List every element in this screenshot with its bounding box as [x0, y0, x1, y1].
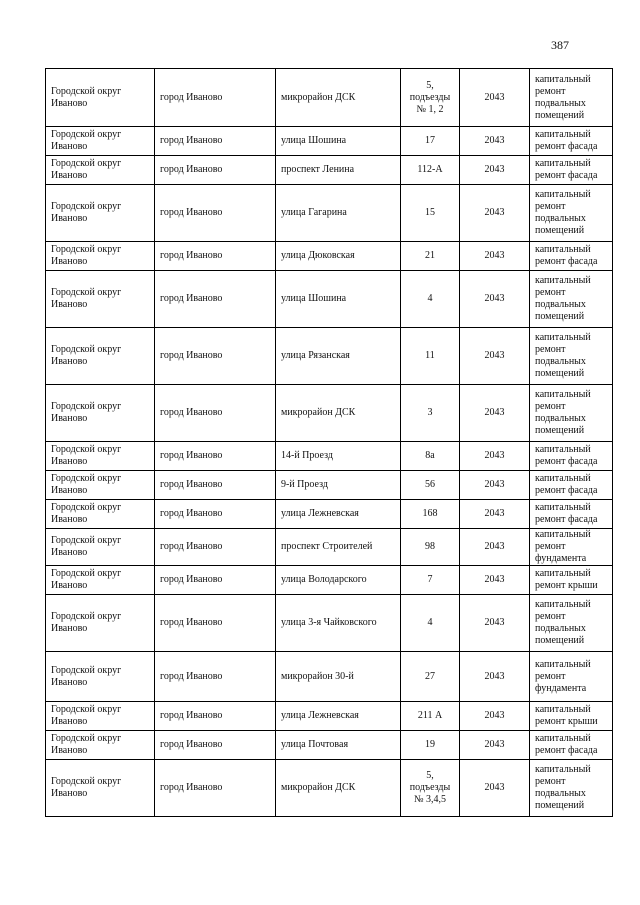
house-number-cell: 98	[401, 529, 460, 566]
work-type-cell: капитальный ремонт фасада	[530, 731, 613, 760]
street-cell: улица Шошина	[276, 127, 401, 156]
city-cell: город Иваново	[155, 242, 276, 271]
table-row	[46, 328, 613, 385]
city-cell: город Иваново	[155, 731, 276, 760]
table-row	[46, 595, 613, 652]
year-cell: 2043	[460, 731, 530, 760]
city-cell: город Иваново	[155, 500, 276, 529]
year-cell: 2043	[460, 529, 530, 566]
street-cell: улица Почтовая	[276, 731, 401, 760]
work-type-cell: капитальный ремонт фундамента	[530, 652, 613, 702]
year-cell: 2043	[460, 69, 530, 127]
work-type-cell: капитальный ремонт подвальных помещений	[530, 69, 613, 127]
work-type-cell: капитальный ремонт фасада	[530, 127, 613, 156]
year-cell: 2043	[460, 471, 530, 500]
street-cell: улица Рязанская	[276, 328, 401, 385]
registry-table	[45, 68, 613, 817]
house-number-cell: 112-А	[401, 156, 460, 185]
street-cell: микрорайон ДСК	[276, 760, 401, 817]
street-cell: микрорайон ДСК	[276, 69, 401, 127]
street-cell: микрорайон 30-й	[276, 652, 401, 702]
city-cell: город Иваново	[155, 442, 276, 471]
house-number-cell: 3	[401, 385, 460, 442]
street-cell: улица Лежневская	[276, 500, 401, 529]
city-cell: город Иваново	[155, 271, 276, 328]
work-type-cell: капитальный ремонт фасада	[530, 156, 613, 185]
district-cell: Городской округ Иваново	[46, 652, 155, 702]
year-cell: 2043	[460, 442, 530, 471]
city-cell: город Иваново	[155, 127, 276, 156]
city-cell: город Иваново	[155, 566, 276, 595]
table-row	[46, 760, 613, 817]
house-number-cell: 21	[401, 242, 460, 271]
street-cell: проспект Строителей	[276, 529, 401, 566]
work-type-cell: капитальный ремонт фасада	[530, 500, 613, 529]
table-row	[46, 271, 613, 328]
work-type-cell: капитальный ремонт подвальных помещений	[530, 385, 613, 442]
district-cell: Городской округ Иваново	[46, 760, 155, 817]
year-cell: 2043	[460, 328, 530, 385]
city-cell: город Иваново	[155, 702, 276, 731]
house-number-cell: 5, подъезды № 1, 2	[401, 69, 460, 127]
city-cell: город Иваново	[155, 385, 276, 442]
district-cell: Городской округ Иваново	[46, 271, 155, 328]
street-cell: улица Шошина	[276, 271, 401, 328]
year-cell: 2043	[460, 702, 530, 731]
table-row	[46, 652, 613, 702]
year-cell: 2043	[460, 760, 530, 817]
table-row	[46, 442, 613, 471]
year-cell: 2043	[460, 242, 530, 271]
work-type-cell: капитальный ремонт крыши	[530, 566, 613, 595]
table-row	[46, 566, 613, 595]
house-number-cell: 7	[401, 566, 460, 595]
district-cell: Городской округ Иваново	[46, 385, 155, 442]
year-cell: 2043	[460, 652, 530, 702]
house-number-cell: 15	[401, 185, 460, 242]
year-cell: 2043	[460, 500, 530, 529]
district-cell: Городской округ Иваново	[46, 566, 155, 595]
work-type-cell: капитальный ремонт подвальных помещений	[530, 185, 613, 242]
district-cell: Городской округ Иваново	[46, 185, 155, 242]
year-cell: 2043	[460, 127, 530, 156]
house-number-cell: 4	[401, 271, 460, 328]
table-row	[46, 185, 613, 242]
street-cell: улица Лежневская	[276, 702, 401, 731]
house-number-cell: 27	[401, 652, 460, 702]
table-row	[46, 500, 613, 529]
work-type-cell: капитальный ремонт фундамента	[530, 529, 613, 566]
district-cell: Городской округ Иваново	[46, 529, 155, 566]
street-cell: проспект Ленина	[276, 156, 401, 185]
district-cell: Городской округ Иваново	[46, 471, 155, 500]
district-cell: Городской округ Иваново	[46, 328, 155, 385]
table-row	[46, 242, 613, 271]
page-number: 387	[551, 38, 569, 52]
work-type-cell: капитальный ремонт подвальных помещений	[530, 595, 613, 652]
city-cell: город Иваново	[155, 595, 276, 652]
district-cell: Городской округ Иваново	[46, 702, 155, 731]
city-cell: город Иваново	[155, 760, 276, 817]
work-type-cell: капитальный ремонт подвальных помещений	[530, 271, 613, 328]
work-type-cell: капитальный ремонт подвальных помещений	[530, 328, 613, 385]
house-number-cell: 19	[401, 731, 460, 760]
district-cell: Городской округ Иваново	[46, 242, 155, 271]
district-cell: Городской округ Иваново	[46, 69, 155, 127]
work-type-cell: капитальный ремонт фасада	[530, 242, 613, 271]
city-cell: город Иваново	[155, 471, 276, 500]
street-cell: 14-й Проезд	[276, 442, 401, 471]
table-row	[46, 529, 613, 566]
city-cell: город Иваново	[155, 156, 276, 185]
street-cell: улица Володарского	[276, 566, 401, 595]
table-row	[46, 471, 613, 500]
city-cell: город Иваново	[155, 69, 276, 127]
registry-rows	[46, 69, 613, 817]
street-cell: улица Гагарина	[276, 185, 401, 242]
district-cell: Городской округ Иваново	[46, 127, 155, 156]
house-number-cell: 211 А	[401, 702, 460, 731]
house-number-cell: 11	[401, 328, 460, 385]
street-cell: микрорайон ДСК	[276, 385, 401, 442]
city-cell: город Иваново	[155, 328, 276, 385]
year-cell: 2043	[460, 385, 530, 442]
street-cell: улица Дюковская	[276, 242, 401, 271]
year-cell: 2043	[460, 185, 530, 242]
district-cell: Городской округ Иваново	[46, 731, 155, 760]
street-cell: 9-й Проезд	[276, 471, 401, 500]
district-cell: Городской округ Иваново	[46, 595, 155, 652]
year-cell: 2043	[460, 271, 530, 328]
work-type-cell: капитальный ремонт фасада	[530, 442, 613, 471]
work-type-cell: капитальный ремонт подвальных помещений	[530, 760, 613, 817]
year-cell: 2043	[460, 595, 530, 652]
table-row	[46, 156, 613, 185]
city-cell: город Иваново	[155, 185, 276, 242]
work-type-cell: капитальный ремонт крыши	[530, 702, 613, 731]
house-number-cell: 8а	[401, 442, 460, 471]
house-number-cell: 5, подъезды № 3,4,5	[401, 760, 460, 817]
year-cell: 2043	[460, 566, 530, 595]
table-row	[46, 385, 613, 442]
district-cell: Городской округ Иваново	[46, 442, 155, 471]
district-cell: Городской округ Иваново	[46, 500, 155, 529]
house-number-cell: 168	[401, 500, 460, 529]
district-cell: Городской округ Иваново	[46, 156, 155, 185]
house-number-cell: 56	[401, 471, 460, 500]
street-cell: улица 3-я Чайковского	[276, 595, 401, 652]
table-row	[46, 127, 613, 156]
house-number-cell: 4	[401, 595, 460, 652]
city-cell: город Иваново	[155, 652, 276, 702]
table-row	[46, 69, 613, 127]
table-row	[46, 702, 613, 731]
table-row	[46, 731, 613, 760]
house-number-cell: 17	[401, 127, 460, 156]
work-type-cell: капитальный ремонт фасада	[530, 471, 613, 500]
year-cell: 2043	[460, 156, 530, 185]
city-cell: город Иваново	[155, 529, 276, 566]
